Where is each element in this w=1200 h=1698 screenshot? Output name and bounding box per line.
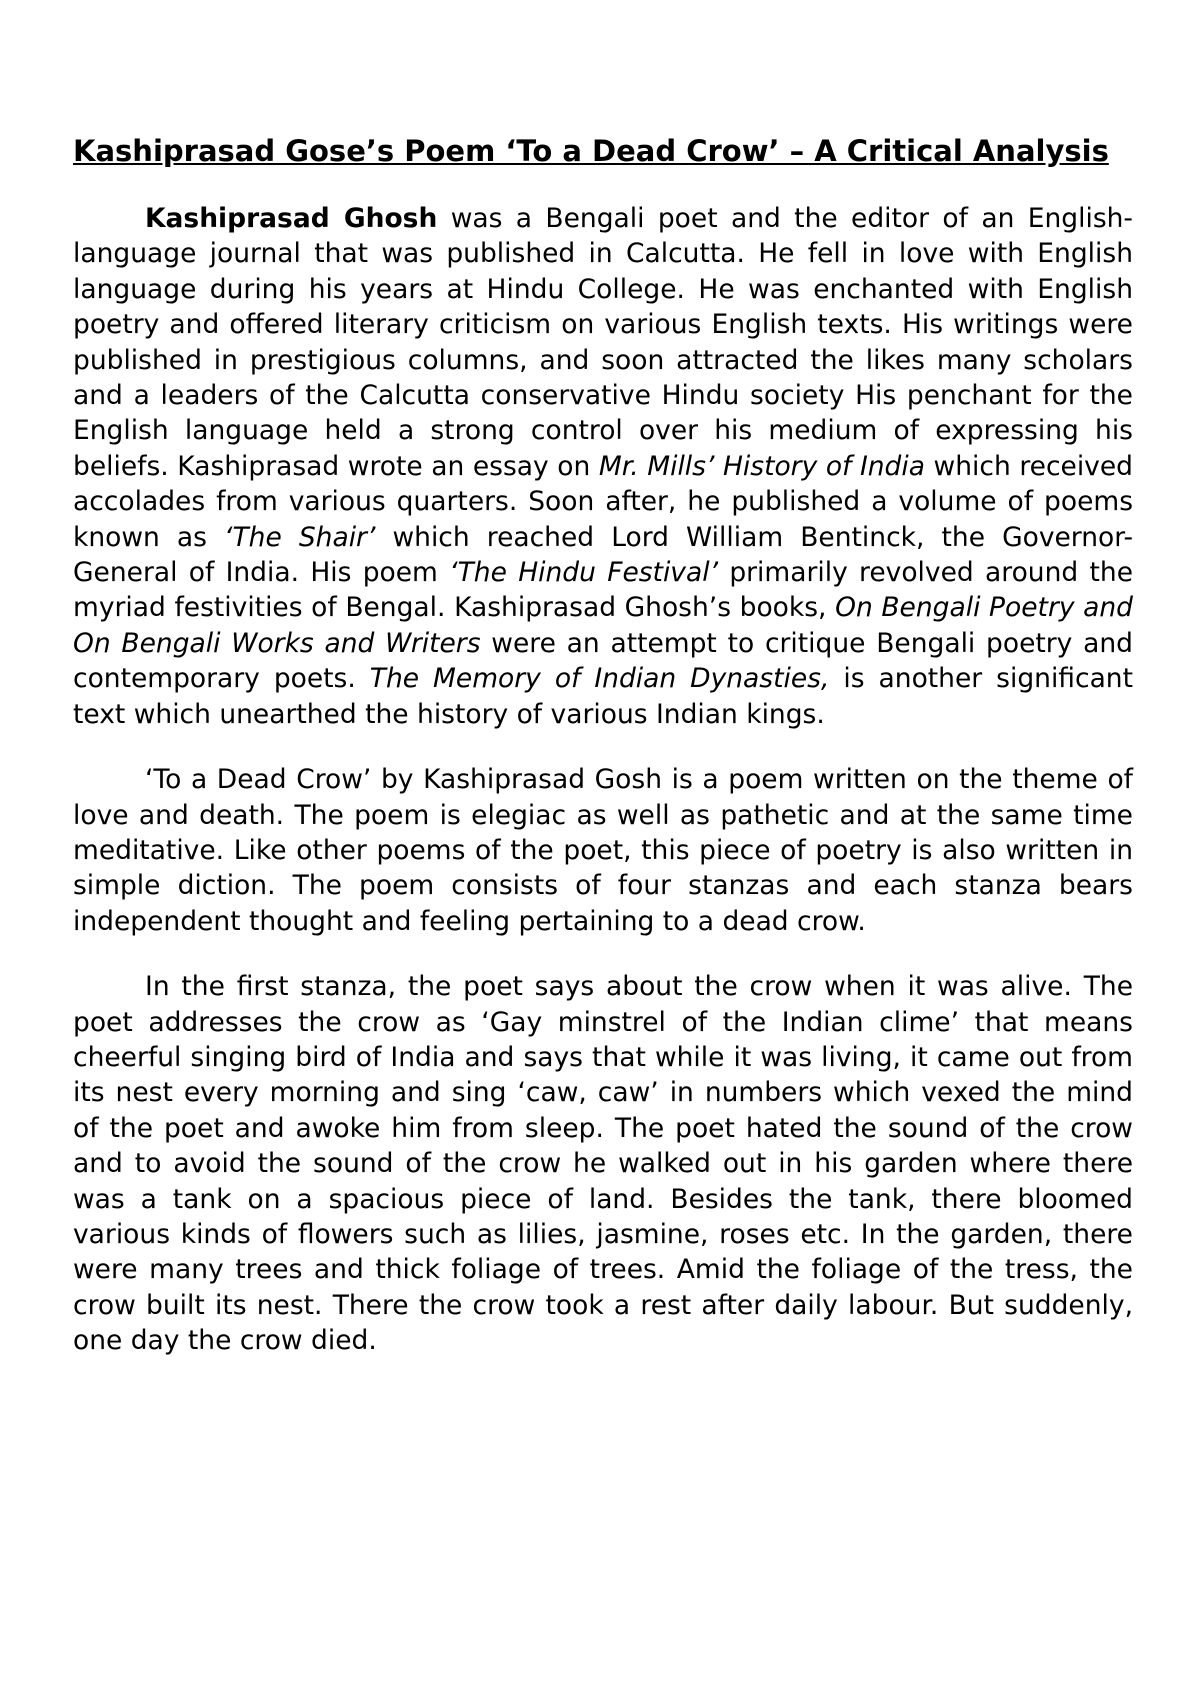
- work-title: ‘The Hindu Festival’: [449, 557, 719, 589]
- paragraph-text: was a Bengali poet and the editor of an English-language journal that was published in Calcutta. He fell in love with English language during his years at Hindu College. He was enchanted with English poetry and offered literary criticism on various English texts. His writings were published in prestigious columns, and soon attracted the likes many scholars and a leaders of the Calcutta conservative Hindu society His penchant for the English language held a strong control over his medium of expressing his beliefs. Kashiprasad wrote an essay on: [73, 203, 1133, 482]
- paragraph-poem-overview: ‘To a Dead Crow’ by Kashiprasad Gosh is a poem written on the theme of love and death. The poem is elegiac as well as pathetic and at the same time meditative. Like other poems of the poet, this piece of poetry is also written in simple diction. The poem consists of four stanzas and each stanza bears independent thought and feeling pertaining to a dead crow.: [73, 764, 1133, 937]
- work-title: ‘The Shair’: [224, 521, 376, 553]
- paragraph-text: primarily revolved around the myriad festivities of Bengal. Kashiprasad Ghosh’s books,: [73, 557, 1133, 624]
- paragraph-text: which reached Lord William Bentinck, the Governor-General of India. His poem: [73, 521, 1134, 589]
- paragraph-text: were an attempt to critique Bengali poetry and contemporary poets.: [73, 627, 1133, 695]
- paragraph-text: is another significant text which unearthed the history of various Indian kings.: [73, 663, 1133, 730]
- poet-name: Kashiprasad Ghosh: [145, 203, 438, 234]
- work-title: The Memory of Indian Dynasties,: [369, 663, 830, 695]
- paragraph-text: which received accolades from various quarters. Soon after, he published a volume of poems known as: [73, 450, 1133, 553]
- work-title: Mr. Mills’ History of India: [598, 450, 925, 482]
- work-title: On Bengali Poetry and On Bengali Works and Writers: [73, 592, 1134, 659]
- paragraph-intro: [73, 201, 1133, 732]
- document-page: [73, 133, 1133, 1389]
- paragraph-first-stanza: In the first stanza, the poet says about the crow when it was alive. The poet addresses the crow as ‘Gay minstrel of the Indian clime’ that means cheerful singing bird of India and says that while it was living, it came out from its nest every morning and sing ‘caw, caw’ in numbers which vexed the mind of the poet and awoke him from sleep. The poet hated the sound of the crow and to avoid the sound of the crow he walked out in his garden where there was a tank on a spacious piece of land. Besides the tank, there bloomed various kinds of flowers such as lilies, jasmine, roses etc. In the garden, there were many trees and thick foliage of trees. Amid the foliage of the tress, the crow built its nest. There the crow took a rest after daily labour. But suddenly, one day the crow died.: [73, 971, 1133, 1357]
- document-title: Kashiprasad Gose’s Poem ‘To a Dead Crow’ – A Critical Analysis: [73, 134, 1109, 168]
